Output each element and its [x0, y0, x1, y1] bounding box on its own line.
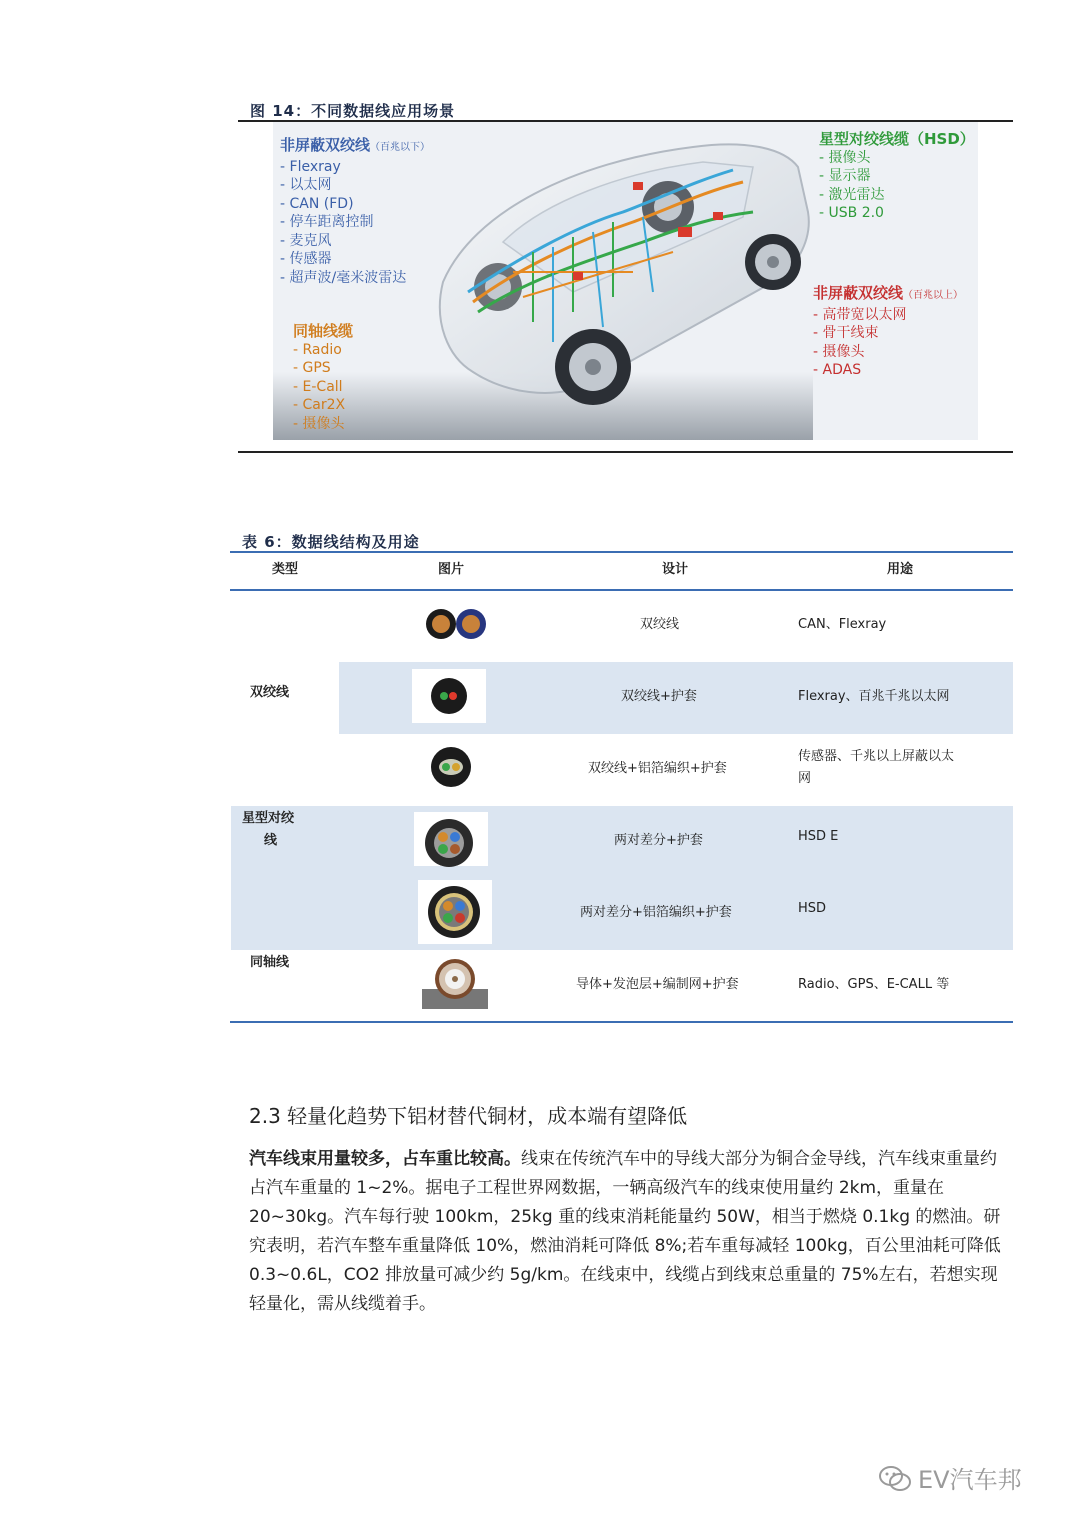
watermark-text: EV汽车邦	[918, 1466, 1022, 1494]
table-top-rule	[230, 551, 1013, 553]
star-quad-image	[414, 812, 488, 872]
design-cell: 导体+发泡层+编制网+护套	[576, 977, 739, 992]
table-bottom-rule	[230, 1021, 1013, 1023]
cable-picture	[418, 880, 492, 944]
category-star-quad-line1: 星型对绞	[242, 811, 295, 826]
hsd-item: 显示器	[828, 168, 871, 184]
coax-image	[422, 955, 488, 1009]
unshielded-high-item: ADAS	[822, 362, 862, 378]
design-cell: 双绞线+护套	[621, 689, 697, 704]
figure-caption: 图 14：不同数据线应用场景	[250, 102, 456, 120]
wechat-icon	[878, 1464, 912, 1492]
unshielded-low-title: 非屏蔽双绞线	[280, 136, 371, 154]
cable-picture	[422, 955, 496, 1009]
hsd-item: USB 2.0	[828, 205, 884, 221]
shielded-star-quad-image	[418, 880, 492, 944]
header-use: 用途	[887, 562, 914, 577]
section-title: 2.3 轻量化趋势下铝材替代铜材，成本端有望降低	[249, 1104, 688, 1128]
category-star-quad-line2: 线	[264, 833, 278, 848]
design-cell: 双绞线	[640, 617, 680, 632]
table-header-rule	[230, 589, 1013, 591]
use-cell-line2: 网	[798, 771, 812, 786]
hsd-item: 激光雷达	[828, 186, 885, 203]
cable-picture	[412, 669, 486, 723]
unshielded-low-item: 超声波/毫米波雷达	[289, 269, 407, 286]
coax-item: 摄像头	[302, 415, 345, 432]
paragraph-lead: 汽车线束用量较多，占车重比较高。	[249, 1149, 521, 1169]
design-cell: 双绞线+铝箔编织+护套	[588, 761, 727, 776]
unshielded-low-item: CAN (FD)	[289, 195, 354, 212]
coax-item: GPS	[302, 360, 331, 376]
figure-bottom-rule	[238, 451, 1013, 453]
use-cell: Radio、GPS、E-CALL 等	[798, 977, 950, 992]
hsd-title: 星型对绞线缆（HSD）	[819, 130, 975, 148]
shielded-pair-image	[414, 740, 488, 794]
header-design: 设计	[662, 562, 689, 577]
section-paragraph	[249, 1145, 1009, 1319]
coax-title: 同轴线缆	[293, 322, 354, 340]
cable-picture	[414, 594, 488, 648]
use-cell: HSD	[798, 901, 827, 916]
design-cell: 两对差分+铝箔编织+护套	[580, 905, 732, 920]
use-cell: HSD E	[798, 829, 839, 844]
unshielded-low-item: 停车距离控制	[289, 214, 374, 230]
unshielded-low-item: Flexray	[289, 158, 341, 175]
unshielded-low-item: 麦克风	[289, 232, 332, 249]
car-wiring-illustration	[273, 122, 978, 440]
hsd-item: 摄像头	[828, 149, 871, 166]
unshielded-high-item: 摄像头	[822, 343, 865, 360]
coax-item: Radio	[302, 341, 342, 358]
category-coax: 同轴线	[250, 955, 290, 970]
label-coax: 同轴线缆 - Radio - GPS - E-Call - Car2X - 摄像头	[293, 322, 354, 432]
label-hsd: 星型对绞线缆（HSD） - 摄像头 - 显示器 - 激光雷达 - USB 2.0	[819, 130, 975, 221]
cable-picture	[414, 740, 488, 794]
use-cell-line1: 传感器、千兆以上屏蔽以太	[798, 749, 955, 764]
label-unshielded-high: 非屏蔽双绞线（百兆以上） - 高带宽以太网 - 骨干线束 - 摄像头 - ADAS	[813, 284, 964, 378]
coax-item: E-Call	[302, 378, 343, 395]
watermark	[878, 1460, 1022, 1495]
unshielded-low-item: 传感器	[289, 251, 332, 267]
front-wheel	[555, 329, 631, 405]
cable-picture	[414, 812, 488, 866]
table-caption: 表 6：数据线结构及用途	[242, 533, 420, 551]
unshielded-high-title: 非屏蔽双绞线	[813, 284, 904, 302]
header-picture: 图片	[438, 562, 465, 577]
rear-wheel	[745, 234, 801, 290]
jacketed-pair-image	[412, 669, 486, 723]
category-twisted-pair: 双绞线	[250, 685, 290, 700]
twisted-pair-image	[414, 594, 488, 648]
use-cell: Flexray、百兆千兆以太网	[798, 689, 950, 704]
row-band	[231, 806, 1013, 950]
unshielded-high-item: 高带宽以太网	[822, 306, 907, 323]
design-cell: 两对差分+护套	[614, 833, 703, 848]
coax-item: Car2X	[302, 397, 346, 413]
unshielded-low-item: 以太网	[289, 177, 332, 193]
paragraph-body: 线束在传统汽车中的导线大部分为铜合金导线，汽车线束重量约占汽车重量的 1~2%。据电子工程世界网数据，一辆高级汽车的线束使用量约 2km，重量在 20~30kg。汽车每行驶 100km，25kg 重的线束消耗能量约 50W，相当于燃烧 0.1kg 的燃油。研究表明，若汽车整车重量降低 10%，燃油消耗可降低 8%;若车重每减轻 100kg，百公里油耗可降低 0.3~0.6L，CO2 排放量可减少约 5g/km。在线束中，线缆占到线束总重量的 75%左右，若想实现轻量化，需从线缆着手。	[249, 1149, 1001, 1314]
use-cell	[798, 746, 954, 790]
header-type: 类型	[272, 562, 299, 577]
unshielded-high-item: 骨干线束	[822, 325, 879, 341]
use-cell: CAN、Flexray	[798, 617, 887, 632]
category-star-quad	[242, 808, 294, 852]
label-unshielded-low: 非屏蔽双绞线（百兆以下） - Flexray - 以太网 - CAN (FD) - 停车距离控制 - 麦克风 - 传感器 - 超声波/毫米波雷达	[280, 136, 431, 286]
unshielded-low-note: （百兆以下）	[370, 142, 431, 153]
unshielded-high-note: （百兆以上）	[903, 290, 964, 301]
